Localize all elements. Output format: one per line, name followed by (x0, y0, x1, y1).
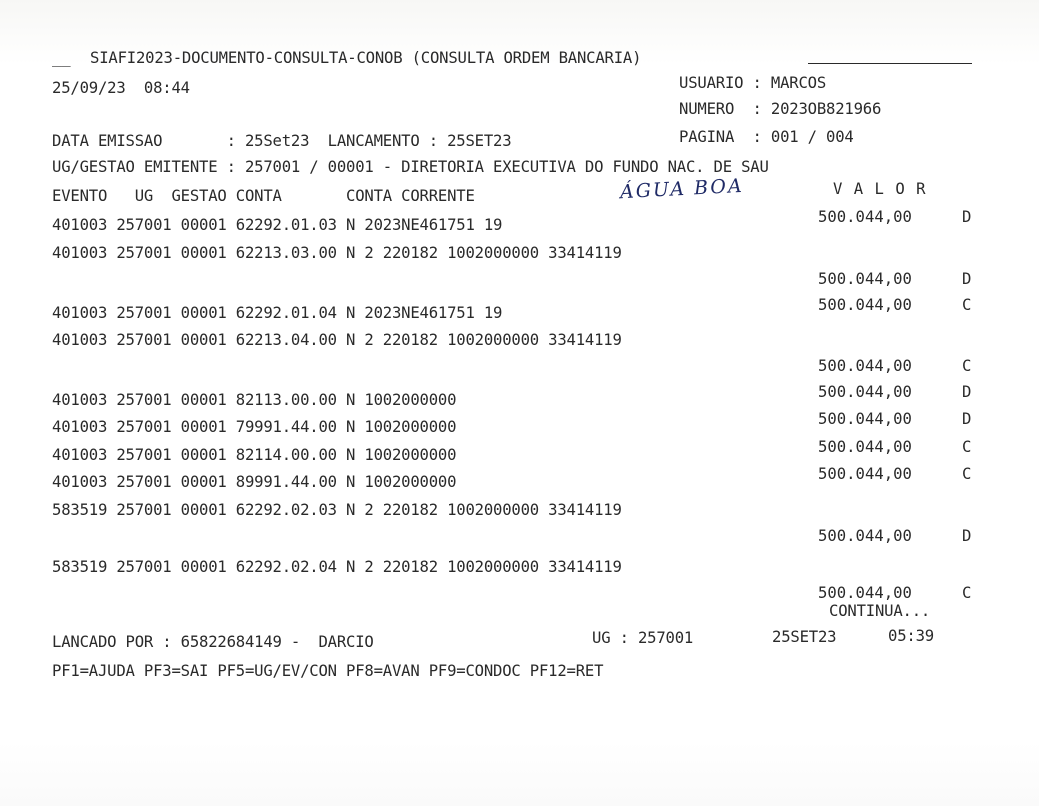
entry-row-valor: 500.044,00 (818, 438, 912, 456)
entry-row-text: 401003 257001 00001 89991.44.00 N 1002000000 (52, 473, 457, 491)
entry-row-text: 401003 257001 00001 62213.04.00 N 2 220182 1002000000 33414119 (52, 331, 622, 349)
column-headers: EVENTO UG GESTAO CONTA CONTA CORRENTE (52, 187, 475, 205)
entry-row-debit-credit: C (962, 438, 972, 456)
entry-row-valor: 500.044,00 (818, 357, 912, 375)
footer-time: 05:39 (888, 627, 934, 645)
entry-row-valor: 500.044,00 (818, 527, 912, 545)
handwritten-note: ÁGUA BOA (619, 174, 745, 204)
entry-row-valor: 500.044,00 (818, 208, 912, 226)
footer-date: 25SET23 (772, 628, 837, 646)
entry-row-valor: 500.044,00 (818, 383, 912, 401)
header-numero: NUMERO : 2023OB821966 (679, 100, 882, 118)
entry-row-text: 401003 257001 00001 82114.00.00 N 1002000000 (52, 446, 457, 464)
entry-row-debit-credit: C (962, 584, 972, 602)
footer-lancado-por: LANCADO POR : 65822684149 - DARCIO (52, 633, 374, 651)
entry-row-debit-credit: D (962, 410, 972, 428)
entry-row-text: 583519 257001 00001 62292.02.04 N 2 220182 1002000000 33414119 (52, 558, 622, 576)
header-usuario: USUARIO : MARCOS (679, 74, 827, 92)
function-keys: PF1=AJUDA PF3=SAI PF5=UG/EV/CON PF8=AVAN PF9=CONDOC PF12=RET (52, 662, 604, 680)
entry-row-debit-credit: D (962, 208, 972, 226)
entry-row-valor: 500.044,00 (818, 270, 912, 288)
entry-row-text: 401003 257001 00001 62292.01.03 N 2023NE461751 19 (52, 216, 503, 234)
entry-row-valor: 500.044,00 (818, 410, 912, 428)
title-prefix: __ (52, 49, 71, 67)
entry-row-text: 401003 257001 00001 82113.00.00 N 1002000000 (52, 391, 457, 409)
entry-row-debit-credit: C (962, 357, 972, 375)
document-title: SIAFI2023-DOCUMENTO-CONSULTA-CONOB (CONSULTA ORDEM BANCARIA) (90, 49, 642, 67)
entry-row-debit-credit: C (962, 296, 972, 314)
entry-row-debit-credit: D (962, 383, 972, 401)
header-datetime: 25/09/23 08:44 (52, 79, 190, 97)
entry-row-debit-credit: D (962, 527, 972, 545)
entry-row-debit-credit: C (962, 465, 972, 483)
entry-row-text: 401003 257001 00001 79991.44.00 N 1002000000 (52, 418, 457, 436)
header-data-emissao: DATA EMISSAO : 25Set23 LANCAMENTO : 25SET23 (52, 132, 512, 150)
continua-label: CONTINUA... (829, 602, 931, 620)
header-pagina: PAGINA : 001 / 004 (679, 128, 854, 146)
footer-ug: UG : 257001 (592, 629, 694, 647)
entry-row-valor: 500.044,00 (818, 584, 912, 602)
entry-row-text: 401003 257001 00001 62213.03.00 N 2 220182 1002000000 33414119 (52, 244, 622, 262)
column-header-valor: V A L O R (833, 180, 927, 198)
entry-row-text: 583519 257001 00001 62292.02.03 N 2 220182 1002000000 33414119 (52, 501, 622, 519)
entry-row-valor: 500.044,00 (818, 296, 912, 314)
title-underline (808, 63, 972, 64)
entry-row-debit-credit: D (962, 270, 972, 288)
entry-row-valor: 500.044,00 (818, 465, 912, 483)
entry-row-text: 401003 257001 00001 62292.01.04 N 2023NE461751 19 (52, 304, 503, 322)
header-ug-gestao: UG/GESTAO EMITENTE : 257001 / 00001 - DIRETORIA EXECUTIVA DO FUNDO NAC. DE SAU (52, 158, 769, 176)
